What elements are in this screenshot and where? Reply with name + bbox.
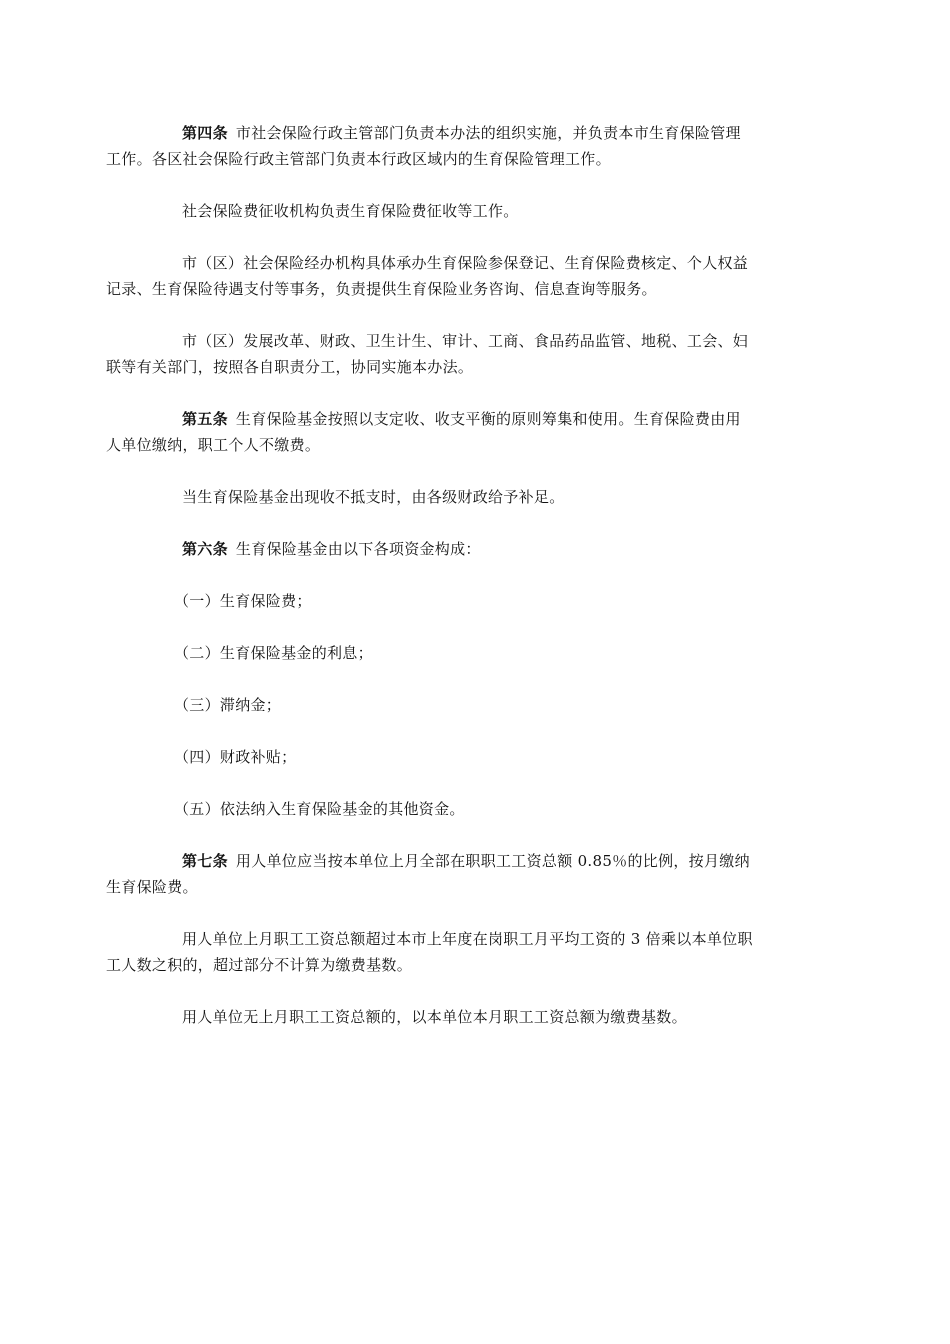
document-page bbox=[106, 120, 806, 1056]
paragraph bbox=[144, 484, 806, 510]
paragraph-line: 生育保险基金按照以支定收、收支平衡的原则筹集和使用。生育保险费由用 bbox=[235, 410, 741, 428]
paragraph-line: 用人单位无上月职工工资总额的，以本单位本月职工工资总额为缴费基数。 bbox=[182, 1008, 687, 1026]
article-6-paragraph bbox=[144, 536, 806, 562]
paragraph-line: （一）生育保险费； bbox=[174, 592, 312, 610]
paragraph bbox=[106, 328, 806, 380]
paragraph bbox=[106, 250, 806, 302]
paragraph-line: （五）依法纳入生育保险基金的其他资金。 bbox=[174, 800, 465, 818]
paragraph-line: 市（区）社会保险经办机构具体承办生育保险参保登记、生育保险费核定、个人权益 bbox=[182, 254, 749, 272]
article-heading: 第七条 bbox=[182, 852, 228, 870]
paragraph-line: 市（区）发展改革、财政、卫生计生、审计、工商、食品药品监管、地税、工会、妇 bbox=[182, 332, 749, 350]
paragraph-line: 记录、生育保险待遇支付等事务，负责提供生育保险业务咨询、信息查询等服务。 bbox=[106, 280, 657, 298]
paragraph bbox=[144, 1004, 806, 1030]
paragraph-line: 用人单位上月职工工资总额超过本市上年度在岗职工月平均工资的 3 倍乘以本单位职 bbox=[182, 930, 753, 948]
article-heading: 第五条 bbox=[182, 410, 228, 428]
paragraph-line: 市社会保险行政主管部门负责本办法的组织实施，并负责本市生育保险管理 bbox=[235, 124, 741, 142]
paragraph-line: （四）财政补贴； bbox=[174, 748, 297, 766]
paragraph-line: 当生育保险基金出现收不抵支时，由各级财政给予补足。 bbox=[182, 488, 565, 506]
article-4-paragraph bbox=[106, 120, 806, 172]
paragraph-line: （三）滞纳金； bbox=[174, 696, 282, 714]
list-item bbox=[144, 796, 806, 822]
paragraph-line: 工人数之积的，超过部分不计算为缴费基数。 bbox=[106, 956, 413, 974]
paragraph-line: （二）生育保险基金的利息； bbox=[174, 644, 373, 662]
article-heading: 第四条 bbox=[182, 124, 228, 142]
article-5-paragraph bbox=[106, 406, 806, 458]
paragraph-line: 工作。各区社会保险行政主管部门负责本行政区域内的生育保险管理工作。 bbox=[106, 150, 611, 168]
paragraph-line: 人单位缴纳，职工个人不缴费。 bbox=[106, 436, 321, 454]
paragraph-line: 生育保险基金由以下各项资金构成： bbox=[235, 540, 481, 558]
paragraph-line: 社会保险费征收机构负责生育保险费征收等工作。 bbox=[182, 202, 519, 220]
list-item bbox=[144, 744, 806, 770]
list-item bbox=[144, 692, 806, 718]
paragraph bbox=[106, 926, 806, 978]
list-item bbox=[144, 588, 806, 614]
paragraph-line: 联等有关部门，按照各自职责分工，协同实施本办法。 bbox=[106, 358, 474, 376]
list-item bbox=[144, 640, 806, 666]
paragraph bbox=[144, 198, 806, 224]
paragraph-line: 生育保险费。 bbox=[106, 878, 198, 896]
article-heading: 第六条 bbox=[182, 540, 228, 558]
paragraph-line: 用人单位应当按本单位上月全部在职职工工资总额 0.85％的比例，按月缴纳 bbox=[235, 852, 750, 870]
article-7-paragraph bbox=[106, 848, 806, 900]
